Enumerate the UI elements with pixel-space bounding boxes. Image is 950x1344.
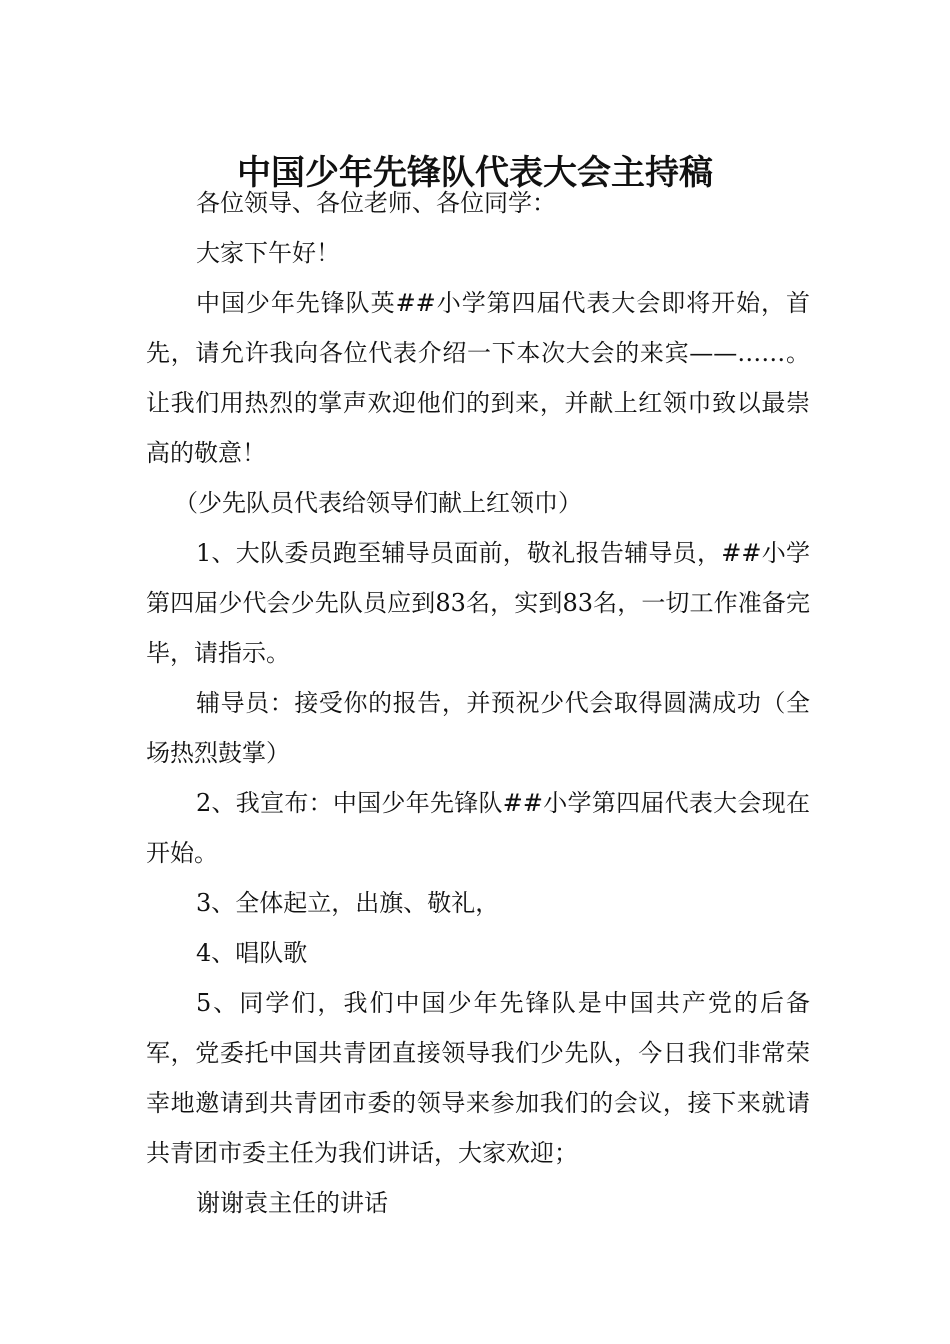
document-body (146, 178, 810, 1228)
paragraph-good-afternoon: 大家下午好！ (196, 239, 340, 267)
paragraph-item-4: 4、唱队歌 (196, 939, 308, 967)
paragraph-stage-direction: （少先队员代表给领导们献上红领巾） (174, 489, 582, 517)
document-title: 中国少年先锋队代表大会主持稿 (237, 152, 713, 193)
paragraph-thanks: 谢谢袁主任的讲话 (196, 1189, 388, 1217)
paragraph-greeting: 各位领导、各位老师、各位同学： (196, 189, 556, 217)
paragraph-counselor: 辅导员：接受你的报告，并预祝少代会取得圆满成功（全场热烈鼓掌） (146, 689, 810, 767)
paragraph-item-1: 1、大队委员跑至辅导员面前，敬礼报告辅导员，##小学第四届少代会少先队员应到83名，实到83名，一切工作准备完毕，请指示。 (146, 539, 810, 667)
paragraph-item-5: 5、同学们，我们中国少年先锋队是中国共产党的后备军，党委托中国共青团直接领导我们少先队，今日我们非常荣幸地邀请到共青团市委的领导来参加我们的会议，接下来就请共青团市委主任为我们讲话，大家欢迎； (146, 989, 810, 1167)
paragraph-item-2: 2、我宣布：中国少年先锋队##小学第四届代表大会现在开始。 (146, 789, 810, 867)
paragraph-item-3: 3、全体起立，出旗、敬礼， (196, 889, 500, 917)
paragraph-introduction: 中国少年先锋队英##小学第四届代表大会即将开始，首先，请允许我向各位代表介绍一下本次大会的来宾——……。让我们用热烈的掌声欢迎他们的到来，并献上红领巾致以最崇高的敬意！ (146, 289, 810, 467)
